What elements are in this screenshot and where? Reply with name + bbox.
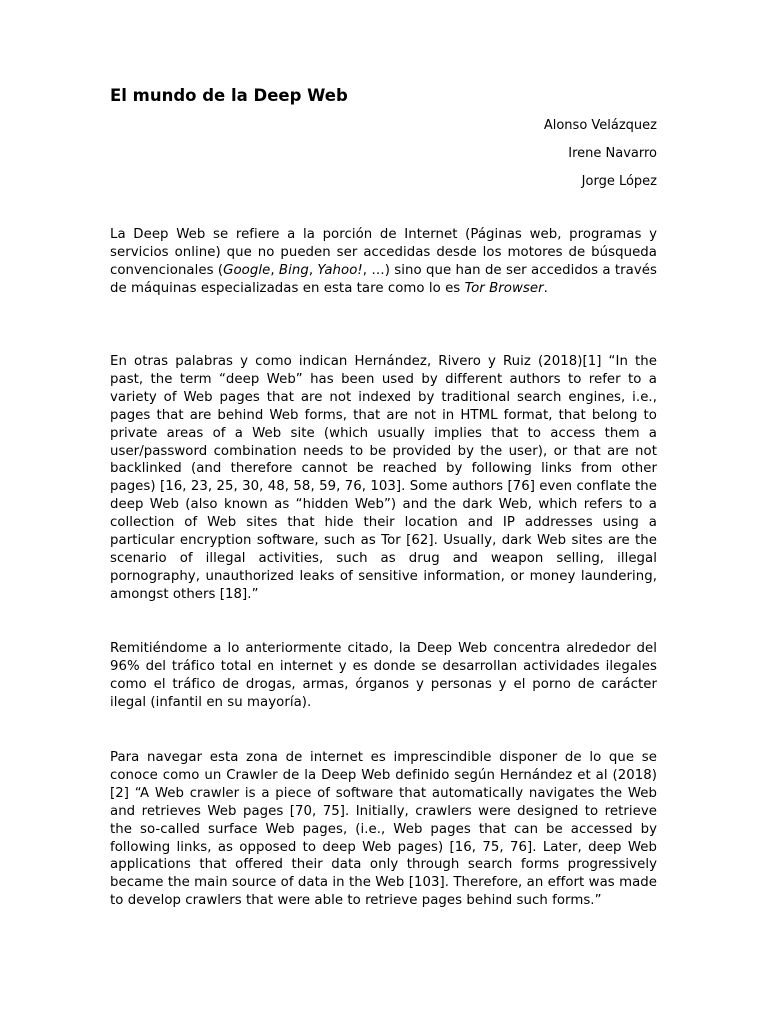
author-name: Alonso Velázquez <box>543 118 657 133</box>
paragraph-text: La Deep Web se refiere a la porción de Internet (Páginas web, programas y servicios online) que no pueden ser accedidas desde los motores de búsqueda convencionales ( <box>110 227 657 278</box>
paragraph-text: , …) sino que han de ser accedidos a través de máquinas especializadas en esta tare como lo es <box>110 262 657 296</box>
author-name: Irene Navarro <box>568 146 657 161</box>
separator: , <box>270 262 279 278</box>
paragraph-end: . <box>543 280 548 296</box>
search-engine-name: Bing <box>278 262 309 278</box>
paragraph-deep-web-definition <box>110 226 657 298</box>
paragraph-traffic: Remitiéndome a lo anteriormente citado, la Deep Web concentra alrededor del 96% del tráfico total en internet y es donde se desarrollan actividades ilegales como el tráfico de drogas, armas, órganos y personas y el porno de carácter ilegal (infantil en su mayoría). <box>110 641 657 710</box>
document-title: El mundo de la Deep Web <box>110 86 348 105</box>
paragraph-crawler: Para navegar esta zona de internet es imprescindible disponer de lo que se conoce como un Crawler de la Deep Web definido según Hernández et al (2018)[2] “A Web crawler is a piece of software that automatically navigates the Web and retrieves Web pages [70, 75]. Initially, crawlers were designed to retrieve the so-called surface Web pages, (i.e., Web pages that can be accessed by following links, as opposed to deep Web pages) [16, 75, 76]. Later, deep Web applications that offered their data only through search forms progressively became the main source of data in the Web [103]. Therefore, an effort was made to develop crawlers that were able to retrieve pages behind such forms.” <box>110 750 657 909</box>
separator: , <box>308 262 318 278</box>
author-list <box>357 117 657 201</box>
search-engine-name: Yahoo! <box>317 262 363 278</box>
tool-name: Tor Browser <box>464 280 544 296</box>
author-name: Jorge López <box>581 174 657 189</box>
search-engine-name: Google <box>223 262 271 278</box>
paragraph-quote-deep-web: En otras palabras y como indican Hernández, Rivero y Ruiz (2018)[1] “In the past, the term “deep Web” has been used by different authors to refer to a variety of Web pages that are not indexed by traditional search engines, i.e., pages that are behind Web forms, that are not in HTML format, that belong to private areas of a Web site (which usually implies that to access them a user/password combination needs to be provided by the user), or that are not backlinked (and therefore cannot be reached by following links from other pages) [16, 23, 25, 30, 48, 58, 59, 76, 103]. Some authors [76] even conflate the deep Web (also known as “hidden Web”) and the dark Web, which refers to a collection of Web sites that hide their location and IP addresses using a particular encryption software, such as Tor [62]. Usually, dark Web sites are the scenario of illegal activities, such as drug and weapon selling, illegal pornography, unauthorized leaks of sensitive information, or money laundering, amongst others [18].” <box>110 354 657 602</box>
